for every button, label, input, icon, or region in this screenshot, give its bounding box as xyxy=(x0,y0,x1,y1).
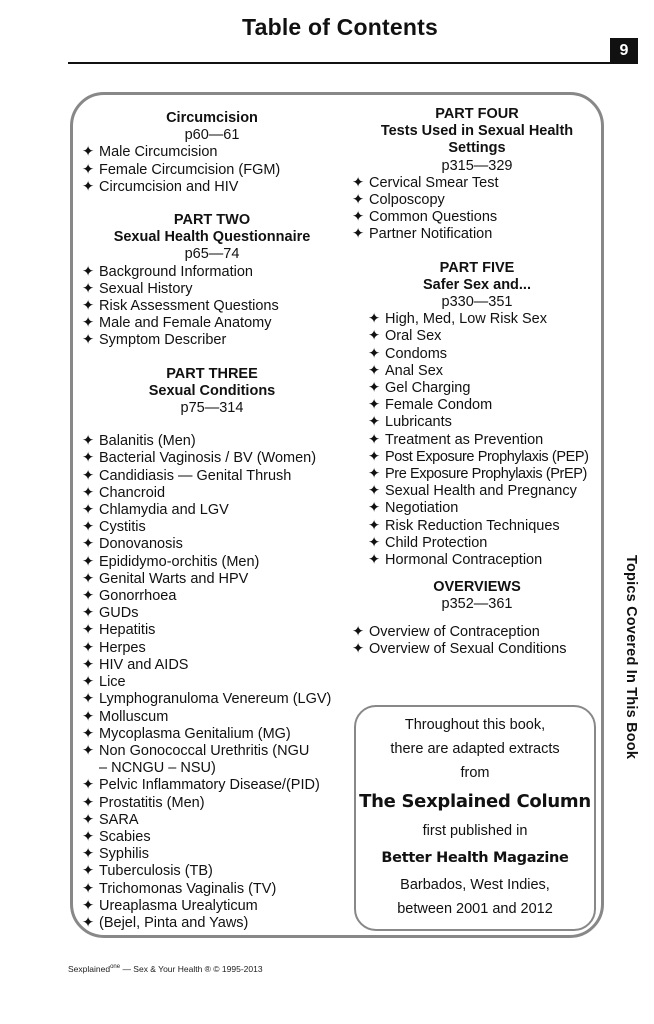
four-pointed-star-icon: ✦ xyxy=(82,178,95,195)
list-item-label: Hepatitis xyxy=(99,622,156,639)
four-pointed-star-icon: ✦ xyxy=(368,380,381,397)
four-pointed-star-icon: ✦ xyxy=(82,794,95,811)
four-pointed-star-icon: ✦ xyxy=(82,777,95,794)
section-pages: p75—314 xyxy=(180,400,244,417)
four-pointed-star-icon: ✦ xyxy=(368,500,381,517)
four-pointed-star-icon: ✦ xyxy=(352,174,365,191)
item-list xyxy=(82,433,342,932)
four-pointed-star-icon: ✦ xyxy=(368,311,381,328)
list-item-label: Syphilis xyxy=(99,846,149,863)
section-pages: p65—74 xyxy=(184,246,240,263)
list-item-label: Lymphogranuloma Venereum (LGV) xyxy=(99,691,332,708)
list-item-label: Sexual History xyxy=(99,280,193,297)
list-item-label: Negotiation xyxy=(385,500,459,517)
four-pointed-star-icon: ✦ xyxy=(82,588,95,605)
list-item xyxy=(352,192,602,209)
four-pointed-star-icon: ✦ xyxy=(368,552,381,569)
four-pointed-star-icon: ✦ xyxy=(368,414,381,431)
four-pointed-star-icon: ✦ xyxy=(368,362,381,379)
right-column xyxy=(352,106,602,658)
four-pointed-star-icon: ✦ xyxy=(82,536,95,553)
list-item xyxy=(82,915,342,932)
four-pointed-star-icon: ✦ xyxy=(352,623,365,640)
four-pointed-star-icon: ✦ xyxy=(82,622,95,639)
four-pointed-star-icon: ✦ xyxy=(82,742,95,759)
list-item xyxy=(368,380,602,397)
list-item-label: Molluscum xyxy=(99,708,169,725)
list-item xyxy=(368,414,602,431)
four-pointed-star-icon: ✦ xyxy=(82,880,95,897)
column-name: The Sexplained Column xyxy=(359,791,591,812)
page-number: 9 xyxy=(610,38,638,64)
list-item xyxy=(82,881,342,898)
list-item xyxy=(82,709,342,726)
list-item-label: Child Protection xyxy=(385,534,488,551)
section-heading-overviews: OVERVIEWS xyxy=(433,579,521,596)
four-pointed-star-icon: ✦ xyxy=(82,484,95,501)
list-item xyxy=(82,179,342,196)
list-item xyxy=(368,518,602,535)
list-item xyxy=(82,162,342,179)
extract-line: there are adapted extracts xyxy=(390,741,560,757)
footer-copyright: — Sex & Your Health ® © 1995-2013 xyxy=(120,964,263,974)
list-item-label: Genital Warts and HPV xyxy=(99,570,249,587)
four-pointed-star-icon: ✦ xyxy=(82,263,95,280)
list-item-label: Overview of Contraception xyxy=(369,623,540,640)
four-pointed-star-icon: ✦ xyxy=(368,328,381,345)
section-heading-questionnaire: Sexual Health Questionnaire xyxy=(113,229,311,246)
four-pointed-star-icon: ✦ xyxy=(82,450,95,467)
section-heading-safer-sex: Safer Sex and... xyxy=(423,276,531,293)
list-item-label: Tuberculosis (TB) xyxy=(99,863,213,880)
extract-note-box xyxy=(354,705,596,931)
list-item xyxy=(82,502,342,519)
list-item xyxy=(82,657,342,674)
four-pointed-star-icon: ✦ xyxy=(82,298,95,315)
section-pages: p315—329 xyxy=(441,157,513,174)
four-pointed-star-icon: ✦ xyxy=(368,466,380,483)
part-label: PART FIVE xyxy=(439,259,515,276)
section-heading-tests: Tests Used in Sexual Health xyxy=(380,123,574,140)
section-heading-circumcision: Circumcision xyxy=(166,110,258,126)
four-pointed-star-icon: ✦ xyxy=(368,517,381,534)
four-pointed-star-icon: ✦ xyxy=(82,639,95,656)
list-item-label: Candidiasis — Genital Thrush xyxy=(99,467,292,484)
list-item xyxy=(368,535,602,552)
part-label: PART THREE xyxy=(166,365,258,382)
list-item xyxy=(368,552,602,569)
list-item xyxy=(82,691,342,708)
list-item xyxy=(82,812,342,829)
list-item-label: Cervical Smear Test xyxy=(369,174,499,191)
list-item xyxy=(82,298,342,315)
extract-line: Barbados, West Indies, xyxy=(400,877,550,893)
part-label: PART TWO xyxy=(173,212,251,229)
four-pointed-star-icon: ✦ xyxy=(82,570,95,587)
list-item xyxy=(352,624,602,641)
list-item xyxy=(82,433,342,450)
list-item xyxy=(82,519,342,536)
four-pointed-star-icon: ✦ xyxy=(352,209,365,226)
list-item-label: SARA xyxy=(99,811,139,828)
list-item-label: Ureaplasma Urealyticum xyxy=(99,897,258,914)
list-item xyxy=(82,264,342,281)
list-item-label: Pre Exposure Prophylaxis (PrEP) xyxy=(385,466,587,483)
list-item xyxy=(82,554,342,571)
side-label: Topics Covered In This Book xyxy=(623,555,639,760)
four-pointed-star-icon: ✦ xyxy=(82,725,95,742)
list-item-label: Treatment as Prevention xyxy=(385,431,544,448)
item-list xyxy=(82,264,342,350)
four-pointed-star-icon: ✦ xyxy=(82,315,95,332)
list-item xyxy=(82,863,342,880)
four-pointed-star-icon: ✦ xyxy=(368,345,381,362)
list-item xyxy=(82,605,342,622)
list-item xyxy=(368,346,602,363)
list-item-label: Female Condom xyxy=(385,397,493,414)
list-item xyxy=(82,777,342,794)
footer-brand: Sexplained xyxy=(68,964,111,974)
list-item-label: Cystitis xyxy=(99,519,146,536)
list-item-label: (Bejel, Pinta and Yaws) xyxy=(99,914,249,931)
list-item xyxy=(82,726,342,743)
list-item xyxy=(82,795,342,812)
extract-line: first published in xyxy=(422,823,528,839)
list-item-label: Gonorrhoea xyxy=(99,588,177,605)
list-item-label: GUDs xyxy=(99,605,139,622)
list-item xyxy=(352,641,602,658)
list-item xyxy=(82,588,342,605)
list-item xyxy=(82,622,342,639)
list-item xyxy=(368,328,602,345)
list-item xyxy=(82,674,342,691)
four-pointed-star-icon: ✦ xyxy=(82,828,95,845)
section-heading-tests-line2: Settings xyxy=(448,140,506,157)
list-item-label: Male and Female Anatomy xyxy=(99,315,272,332)
list-item-label: Pelvic Inflammatory Disease/(PID) xyxy=(99,777,320,794)
list-item-label: Post Exposure Prophylaxis (PEP) xyxy=(385,448,589,465)
left-column xyxy=(82,110,342,932)
item-list xyxy=(352,624,602,658)
list-item-label: Risk Assessment Questions xyxy=(99,298,279,315)
four-pointed-star-icon: ✦ xyxy=(82,846,95,863)
list-item xyxy=(82,846,342,863)
four-pointed-star-icon: ✦ xyxy=(82,691,95,708)
list-item xyxy=(82,144,342,161)
list-item xyxy=(368,363,602,380)
four-pointed-star-icon: ✦ xyxy=(82,897,95,914)
list-item-label: Symptom Describer xyxy=(99,332,227,349)
list-item xyxy=(368,397,602,414)
section-pages: p352—361 xyxy=(441,596,513,613)
title-rule xyxy=(68,62,612,64)
footer xyxy=(68,964,263,974)
list-item xyxy=(82,332,342,349)
list-item xyxy=(82,743,342,760)
list-item-label: Epididymo-orchitis (Men) xyxy=(99,553,260,570)
list-item xyxy=(82,536,342,553)
four-pointed-star-icon: ✦ xyxy=(352,226,365,243)
list-item-label: Sexual Health and Pregnancy xyxy=(385,483,577,500)
list-item-label: High, Med, Low Risk Sex xyxy=(385,311,547,328)
four-pointed-star-icon: ✦ xyxy=(82,332,95,349)
item-list xyxy=(352,311,602,569)
list-item xyxy=(82,898,342,915)
four-pointed-star-icon: ✦ xyxy=(368,397,381,414)
list-item-label: – NCNGU – NSU) xyxy=(99,760,216,777)
item-list xyxy=(82,144,342,196)
list-item-label: Circumcision and HIV xyxy=(99,178,239,195)
four-pointed-star-icon: ✦ xyxy=(82,605,95,622)
part-label: PART FOUR xyxy=(435,106,519,122)
list-item xyxy=(82,485,342,502)
list-item-label: HIV and AIDS xyxy=(99,656,189,673)
four-pointed-star-icon: ✦ xyxy=(352,640,365,657)
four-pointed-star-icon: ✦ xyxy=(82,863,95,880)
four-pointed-star-icon: ✦ xyxy=(368,431,381,448)
magazine-name: Better Health Magazine xyxy=(381,850,569,866)
four-pointed-star-icon: ✦ xyxy=(82,467,95,484)
four-pointed-star-icon: ✦ xyxy=(368,483,381,500)
four-pointed-star-icon: ✦ xyxy=(82,161,95,178)
extract-line: between 2001 and 2012 xyxy=(397,901,553,917)
page-title: Table of Contents xyxy=(242,14,438,40)
list-item-label: Hormonal Contraception xyxy=(385,552,543,569)
list-item xyxy=(368,449,602,466)
four-pointed-star-icon: ✦ xyxy=(82,502,95,519)
list-item xyxy=(82,281,342,298)
list-item-label: Overview of Sexual Conditions xyxy=(369,640,567,657)
list-item xyxy=(82,468,342,485)
four-pointed-star-icon: ✦ xyxy=(82,656,95,673)
list-item-label: Anal Sex xyxy=(385,362,444,379)
list-item xyxy=(352,175,602,192)
list-item-label: Partner Notification xyxy=(369,226,493,243)
list-item-label: Herpes xyxy=(99,639,146,656)
list-item xyxy=(368,466,602,483)
list-item-label: Trichomonas Vaginalis (TV) xyxy=(99,880,277,897)
four-pointed-star-icon: ✦ xyxy=(82,144,95,161)
list-item-label: Balanitis (Men) xyxy=(99,433,196,450)
list-item-label: Non Gonococcal Urethritis (NGU xyxy=(99,742,310,759)
list-item xyxy=(352,226,602,243)
list-item-label: Lubricants xyxy=(385,414,452,431)
list-item xyxy=(82,450,342,467)
four-pointed-star-icon: ✦ xyxy=(352,192,365,209)
list-item-label: Risk Reduction Techniques xyxy=(385,517,560,534)
list-item-label: Colposcopy xyxy=(369,192,445,209)
list-item-label: Oral Sex xyxy=(385,328,442,345)
list-item-label: Condoms xyxy=(385,345,448,362)
list-item-label: Scabies xyxy=(99,828,151,845)
four-pointed-star-icon: ✦ xyxy=(82,519,95,536)
list-item xyxy=(368,500,602,517)
list-item-label: Lice xyxy=(99,674,126,691)
four-pointed-star-icon: ✦ xyxy=(368,534,381,551)
section-pages: p60—61 xyxy=(184,127,240,144)
four-pointed-star-icon: ✦ xyxy=(82,553,95,570)
four-pointed-star-icon: ✦ xyxy=(82,433,95,450)
extract-line: from xyxy=(460,765,490,781)
four-pointed-star-icon: ✦ xyxy=(82,811,95,828)
list-item-label: Chancroid xyxy=(99,484,166,501)
four-pointed-star-icon: ✦ xyxy=(368,448,380,465)
list-item xyxy=(82,829,342,846)
footer-brand-sup: one xyxy=(110,964,121,971)
list-item xyxy=(368,311,602,328)
list-item xyxy=(368,432,602,449)
list-item-label: Mycoplasma Genitalium (MG) xyxy=(99,725,291,742)
four-pointed-star-icon: ✦ xyxy=(82,708,95,725)
four-pointed-star-icon: ✦ xyxy=(82,914,95,931)
section-pages: p330—351 xyxy=(441,294,513,311)
list-item-label: Gel Charging xyxy=(385,380,471,397)
list-item-label: Female Circumcision (FGM) xyxy=(99,161,281,178)
list-item xyxy=(352,209,602,226)
extract-line: Throughout this book, xyxy=(404,717,546,733)
list-item xyxy=(368,483,602,500)
section-heading-conditions: Sexual Conditions xyxy=(148,382,276,399)
list-item xyxy=(82,640,342,657)
list-item xyxy=(82,315,342,332)
list-item-label: Chlamydia and LGV xyxy=(99,502,229,519)
list-item-label: Common Questions xyxy=(369,209,498,226)
list-item-label: Donovanosis xyxy=(99,536,183,553)
item-list xyxy=(352,175,602,244)
list-item-label: Bacterial Vaginosis / BV (Women) xyxy=(99,450,317,467)
list-item-label: Prostatitis (Men) xyxy=(99,794,205,811)
four-pointed-star-icon: ✦ xyxy=(82,280,95,297)
four-pointed-star-icon: ✦ xyxy=(82,674,95,691)
list-item-label: Male Circumcision xyxy=(99,144,218,161)
list-item xyxy=(82,571,342,588)
list-item xyxy=(82,760,342,777)
list-item-label: Background Information xyxy=(99,263,253,280)
